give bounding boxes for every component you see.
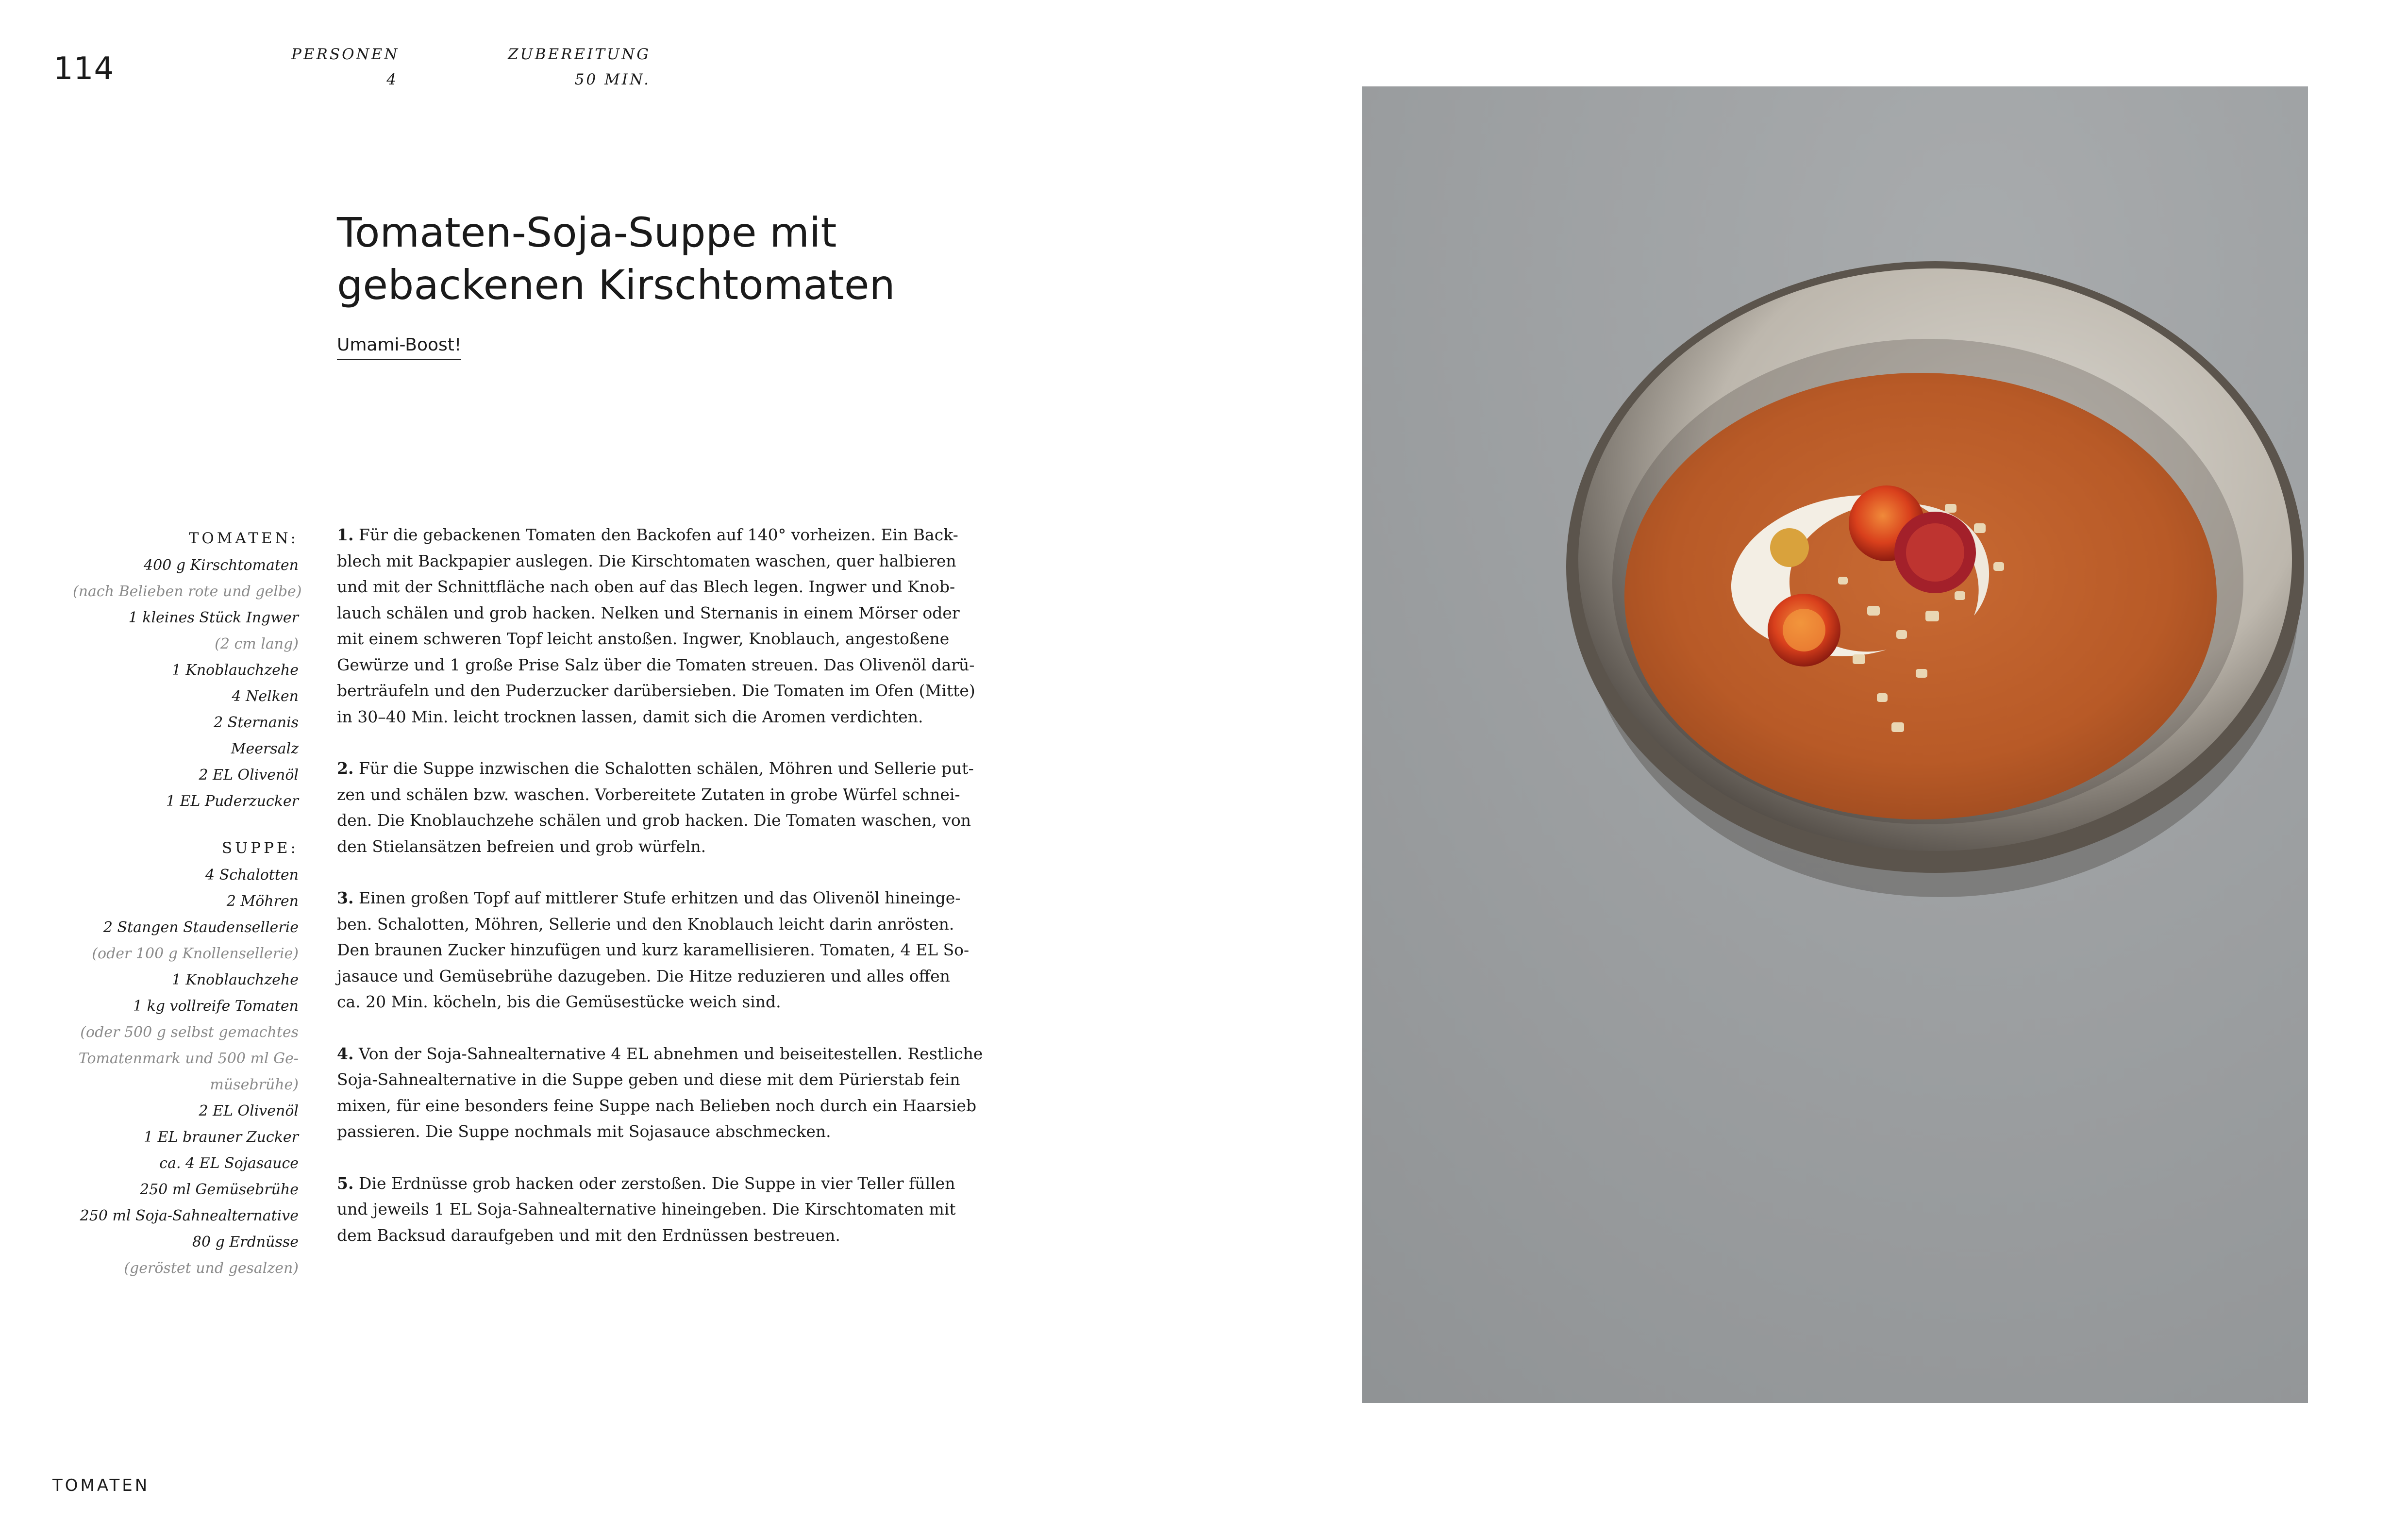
step-line: dem Backsud daraufgeben und mit den Erdnüssen bestreuen. xyxy=(337,1225,840,1245)
step-line: Gewürze und 1 große Prise Salz über die Tomaten streuen. Das Olivenöl darü- xyxy=(337,655,975,674)
step-line: mixen, für eine besonders feine Suppe nach Belieben noch durch ein Haarsieb xyxy=(337,1096,977,1115)
step-line xyxy=(337,1170,968,1197)
ingredient-note: (nach Belieben rote und gelbe) xyxy=(73,583,302,600)
ingredient-item: 4 Nelken xyxy=(232,688,299,705)
step-number: 1. xyxy=(337,525,354,544)
step-line: zen und schälen bzw. waschen. Vorbereitete Zutaten in grobe Würfel schnei- xyxy=(337,785,960,804)
ingredient-item: 2 Stangen Staudensellerie xyxy=(103,919,299,936)
ingredient-group-tomaten xyxy=(73,552,302,815)
step-line: ca. 20 Min. köcheln, bis die Gemüsestücke weich sind. xyxy=(337,992,781,1011)
ingredient-item: Meersalz xyxy=(231,740,299,757)
step-text: Von der Soja-Sahnealternative 4 EL abnehmen und beiseitestellen. Restliche xyxy=(358,1044,983,1063)
step-line: den. Die Knoblauchzehe schälen und grob hacken. Die Tomaten waschen, von xyxy=(337,811,971,830)
step-text: Für die gebackenen Tomaten den Backofen auf 140° vorheizen. Ein Back- xyxy=(358,525,958,544)
step-1 xyxy=(337,522,975,730)
step-2 xyxy=(337,755,974,859)
step-text: Einen großen Topf auf mittlerer Stufe erhitzen und das Olivenöl hineinge- xyxy=(358,888,961,907)
step-line: jasauce und Gemüsebrühe dazugeben. Die Hitze reduzieren und alles offen xyxy=(337,966,950,985)
prep-time-info xyxy=(505,42,651,92)
ingredient-item: 80 g Erdnüsse xyxy=(192,1234,299,1251)
recipe-title-line-2: gebackenen Kirschtomaten xyxy=(337,261,895,309)
ingredient-item: 2 Sternanis xyxy=(214,714,299,731)
servings-info xyxy=(291,42,398,92)
step-line xyxy=(337,755,974,782)
step-line: mit einem schweren Topf leicht anstoßen. Ingwer, Knoblauch, angestoßene xyxy=(337,629,950,648)
ingredient-note: (oder 100 g Knollensellerie) xyxy=(92,945,299,962)
step-number: 4. xyxy=(337,1044,354,1063)
ingredient-item: 250 ml Gemüsebrühe xyxy=(140,1181,299,1198)
ingredient-item: 1 Knoblauchzehe xyxy=(171,971,299,988)
step-number: 3. xyxy=(337,888,354,907)
step-number: 5. xyxy=(337,1173,354,1193)
preparation-steps xyxy=(337,522,983,1274)
ingredient-heading-tomaten: TOMATEN: xyxy=(188,530,299,547)
step-line: und jeweils 1 EL Soja-Sahnealternative hineingeben. Die Kirschtomaten mit xyxy=(337,1200,956,1219)
servings-value: 4 xyxy=(386,71,398,88)
ingredient-item: 4 Schalotten xyxy=(205,867,299,884)
step-line: Den braunen Zucker hinzufügen und kurz karamellisieren. Tomaten, 4 EL So- xyxy=(337,940,970,959)
chapter-footer: TOMATEN xyxy=(52,1476,150,1495)
prep-time-value: 50 MIN. xyxy=(574,71,651,88)
servings-label: PERSONEN xyxy=(291,46,400,63)
ingredient-group-suppe xyxy=(73,862,299,1282)
page-number: 114 xyxy=(53,51,115,87)
step-line: lauch schälen und grob hacken. Nelken und Sternanis in einem Mörser oder xyxy=(337,603,960,622)
step-line: ben. Schalotten, Möhren, Sellerie und den Knoblauch leicht darin anrösten. xyxy=(337,914,954,934)
recipe-subtitle: Umami-Boost! xyxy=(337,335,461,360)
ingredient-item: 250 ml Soja-Sahnealternative xyxy=(80,1207,299,1224)
step-4 xyxy=(337,1041,983,1145)
ingredient-list xyxy=(73,524,302,1282)
step-3 xyxy=(337,885,968,1015)
ingredient-note: (geröstet und gesalzen) xyxy=(124,1260,299,1277)
ingredient-item: 1 EL Puderzucker xyxy=(166,793,299,810)
step-5 xyxy=(337,1170,968,1249)
soup-bowl-photo xyxy=(1362,86,2308,1403)
step-line: berträufeln und den Puderzucker darübersieben. Die Tomaten im Ofen (Mitte) xyxy=(337,681,975,700)
step-text: Für die Suppe inzwischen die Schalotten schälen, Möhren und Sellerie put- xyxy=(358,759,974,778)
ingredient-item: 2 EL Olivenöl xyxy=(199,767,299,784)
ingredient-item: 1 EL brauner Zucker xyxy=(144,1129,299,1146)
prep-time-label: ZUBEREITUNG xyxy=(508,46,651,63)
ingredient-item: 1 kleines Stück Ingwer xyxy=(128,609,299,626)
step-line: Soja-Sahnealternative in die Suppe geben und diese mit dem Pürierstab fein xyxy=(337,1070,960,1089)
step-line xyxy=(337,522,968,548)
step-text: Die Erdnüsse grob hacken oder zerstoßen. Die Suppe in vier Teller füllen xyxy=(358,1173,955,1193)
step-line xyxy=(337,1041,983,1067)
recipe-title-line-1: Tomaten-Soja-Suppe mit xyxy=(337,209,837,256)
ingredient-note: müsebrühe) xyxy=(210,1076,299,1093)
step-number: 2. xyxy=(337,759,354,778)
ingredient-note: Tomatenmark und 500 ml Ge- xyxy=(78,1050,299,1067)
ingredient-note: (oder 500 g selbst gemachtes xyxy=(80,1024,299,1041)
step-line: blech mit Backpapier auslegen. Die Kirschtomaten waschen, quer halbieren xyxy=(337,551,956,570)
ingredient-item: 400 g Kirschtomaten xyxy=(144,557,299,574)
ingredient-item: ca. 4 EL Sojasauce xyxy=(159,1155,299,1172)
ingredient-heading-suppe: SUPPE: xyxy=(221,839,299,857)
ingredient-group-gap xyxy=(73,815,299,834)
step-line: passieren. Die Suppe nochmals mit Sojasauce abschmecken. xyxy=(337,1122,831,1141)
step-line: den Stielansätzen befreien und grob würfeln. xyxy=(337,836,706,856)
ingredient-note: (2 cm lang) xyxy=(215,635,299,652)
ingredient-item: 1 kg vollreife Tomaten xyxy=(133,998,299,1015)
ingredient-item: 2 Möhren xyxy=(226,893,299,910)
step-line xyxy=(337,885,968,911)
ingredient-item: 1 Knoblauchzehe xyxy=(171,662,299,679)
step-line: und mit der Schnittfläche nach oben auf das Blech legen. Ingwer und Knob- xyxy=(337,577,955,596)
step-line: in 30–40 Min. leicht trocknen lassen, damit sich die Aromen verdichten. xyxy=(337,707,923,726)
recipe-title xyxy=(337,206,1065,311)
ingredient-item: 2 EL Olivenöl xyxy=(199,1102,299,1119)
